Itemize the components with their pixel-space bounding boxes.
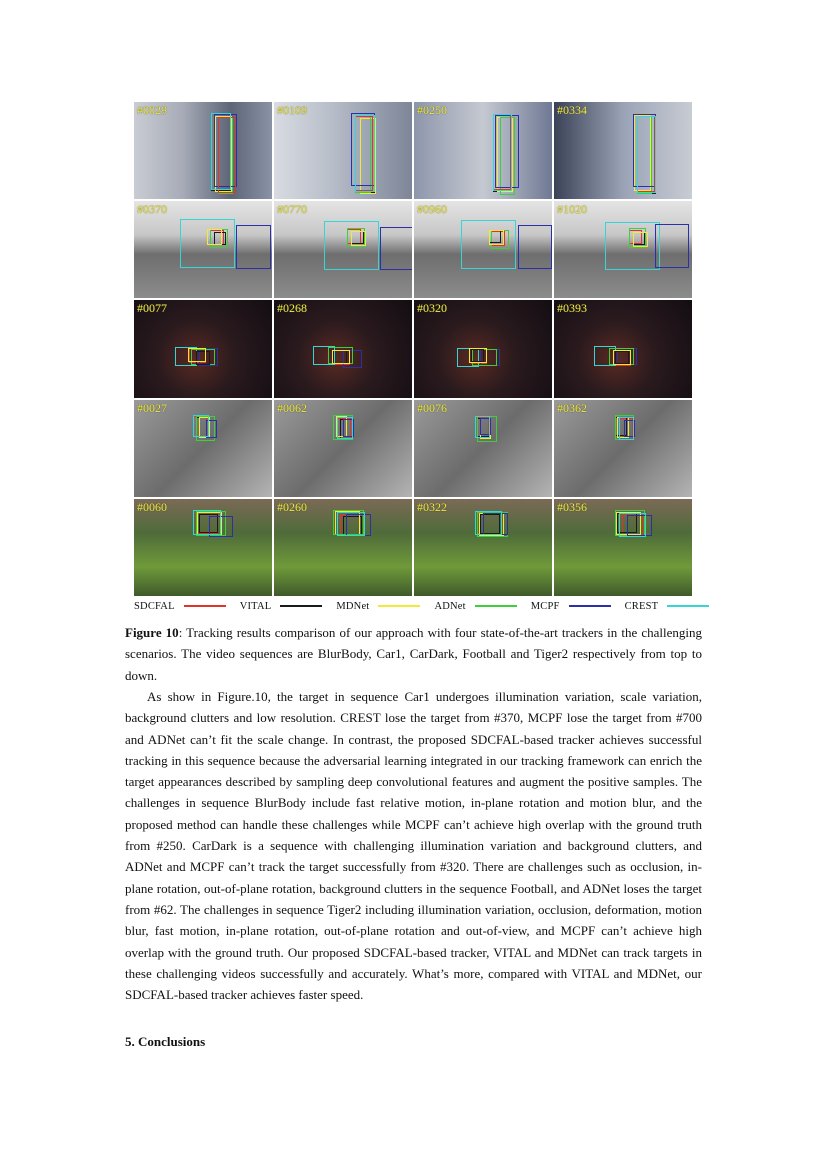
frame-number-label: #0260 [277, 499, 307, 514]
frame-number-label: #0077 [137, 301, 167, 316]
tracker-legend [134, 597, 694, 615]
legend-label: VITAL [239, 600, 272, 612]
bbox-crest [493, 114, 512, 191]
frame-number-label: #0320 [417, 301, 447, 316]
frame-number-label: #0109 [277, 103, 307, 117]
frame-blurbody-2 [274, 102, 412, 199]
frame-number-label: #0334 [557, 103, 587, 117]
frame-tiger2-4 [554, 499, 692, 596]
frame-blurbody-3 [414, 102, 552, 199]
bbox-crest [475, 511, 503, 535]
legend-label: MDNet [336, 600, 370, 612]
figure-caption-text: : Tracking results comparison of our approach with four state-of-the-art trackers in the challenging scenarios. The video sequences are BlurBody, Car1, CarDark, Football and Tiger2 respectively from top to down. [125, 625, 702, 683]
frame-football-1 [134, 400, 272, 497]
bbox-mcpf [518, 225, 553, 269]
bbox-mcpf [236, 225, 271, 269]
bbox-crest [637, 116, 656, 193]
legend-item-mdnet [336, 601, 420, 612]
frame-number-label: #1020 [557, 202, 587, 217]
frame-tiger2-1 [134, 499, 272, 596]
legend-label: CREST [624, 600, 659, 612]
bbox-mcpf [655, 224, 690, 268]
frame-football-3 [414, 400, 552, 497]
legend-swatch [378, 605, 420, 607]
frame-number-label: #0268 [277, 301, 307, 316]
frame-number-label: #0362 [557, 400, 587, 415]
frame-number-label: #0356 [557, 499, 587, 514]
frame-cardark-2 [274, 300, 412, 397]
bbox-mdnet [207, 229, 222, 245]
frame-cardark-3 [414, 300, 552, 397]
frame-car1-4 [554, 201, 692, 298]
frame-number-label: #0322 [417, 499, 447, 514]
figure-caption-label: Figure 10 [125, 625, 179, 640]
body-paragraph: As show in Figure.10, the target in sequence Car1 undergoes illumination variation, scale variation, background clutters and low resolution. CREST lose the target from #370, MCPF lose the target from #700 and ADNet can’t fit the scale change. In contrast, the proposed SDCFAL-based tracker achieves successful tracking in this sequence because the adversarial learning integrated in our tracking framework can enrich the target appearances described by sampling deep convolutional features and augment the positive samples. The challenges in sequence BlurBody include fast relative motion, in-plane rotation and motion blur, and the proposed method can handle these challenges while MCPF can’t achieve high overlap with the ground truth from #250. CarDark is a sequence with challenging illumination variation and background clutters, and ADNet and MCPF can’t track the target successfully from #320. There are challenges such as occlusion, in-plane rotation, out-of-plane rotation, background clutters in the sequence Football, and ADNet loses the target from #62. The challenges in sequence Tiger2 including illumination variation, occlusion, deformation, motion blur, fast motion, in-plane rotation, out-of-plane rotation and out-of-view, and MCPF can’t achieve high overlap with the ground truth. Our proposed SDCFAL-based tracker, VITAL and MDNet can track targets in these challenging videos successfully and accurately. What’s more, compared with VITAL and MDNet, our SDCFAL-based tracker achieves faster speed. [125, 689, 702, 1003]
bbox-mdnet [633, 232, 648, 248]
legend-item-mcpf [531, 601, 611, 612]
frame-number-label: #0076 [417, 400, 447, 415]
frame-football-4 [554, 400, 692, 497]
bbox-crest [211, 113, 230, 190]
bbox-mdnet [489, 230, 504, 246]
frame-number-label: #0770 [277, 202, 307, 217]
legend-label: MCPF [530, 600, 560, 612]
frame-number-label: #0250 [417, 103, 447, 117]
legend-item-adnet [434, 601, 516, 612]
legend-item-sdcfal [134, 601, 226, 612]
tracking-results-figure [134, 102, 692, 596]
legend-swatch [569, 605, 611, 607]
legend-swatch [184, 605, 226, 607]
bbox-mdnet [613, 350, 631, 365]
bbox-crest [337, 512, 365, 536]
bbox-mdnet [332, 350, 350, 365]
frame-number-label: #0027 [137, 400, 167, 415]
bbox-crest [337, 417, 352, 439]
bbox-mdnet [188, 348, 206, 363]
legend-item-crest [625, 601, 710, 612]
bbox-mdnet [469, 348, 487, 363]
legend-label: ADNet [434, 600, 466, 612]
legend-swatch [280, 605, 322, 607]
bbox-crest [193, 415, 208, 437]
frame-number-label: #0062 [277, 400, 307, 415]
bbox-crest [193, 510, 221, 534]
legend-swatch [667, 605, 709, 607]
section-heading: 5. Conclusions [125, 1034, 206, 1049]
bbox-crest [475, 416, 490, 438]
bbox-crest [619, 417, 634, 439]
frame-number-label: #0029 [137, 103, 167, 117]
frame-football-2 [274, 400, 412, 497]
legend-label: SDCFAL [134, 600, 175, 612]
frame-cardark-1 [134, 300, 272, 397]
bbox-mcpf [380, 227, 412, 271]
legend-swatch [475, 605, 517, 607]
bbox-crest [355, 115, 374, 192]
figure-caption [125, 622, 702, 686]
frame-number-label: #0960 [417, 202, 447, 217]
frame-number-label: #0370 [137, 202, 167, 217]
frame-car1-1 [134, 201, 272, 298]
frame-tiger2-2 [274, 499, 412, 596]
frame-tiger2-3 [414, 499, 552, 596]
frame-blurbody-4 [554, 102, 692, 199]
bbox-crest [619, 513, 647, 537]
frame-blurbody-1 [134, 102, 272, 199]
legend-item-vital [240, 601, 323, 612]
frame-car1-2 [274, 201, 412, 298]
frame-number-label: #0060 [137, 499, 167, 514]
frame-number-label: #0393 [557, 301, 587, 316]
bbox-mdnet [351, 231, 366, 247]
frame-cardark-4 [554, 300, 692, 397]
frame-car1-3 [414, 201, 552, 298]
